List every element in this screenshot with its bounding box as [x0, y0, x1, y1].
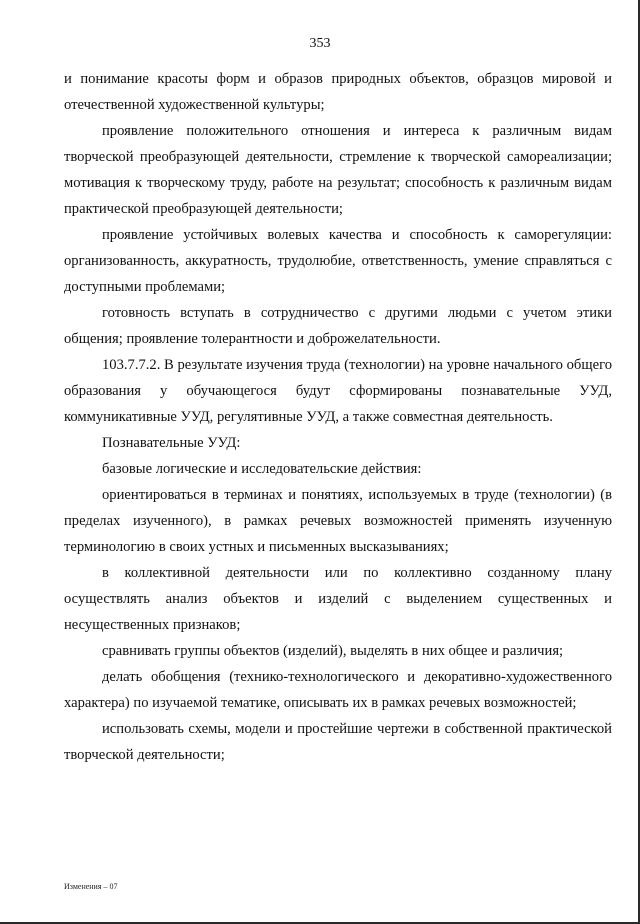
page-number: 353 [309, 36, 331, 51]
paragraph-cooperation: готовность вступать в сотрудничество с другими людьми с учетом этики общения; проявление толерантности и доброжелательности. [64, 305, 612, 347]
paragraph-object-analysis: в коллективной деятельности или по коллективно созданному плану осуществлять анализ объектов и изделий с выделением существенных и несущественных признаков; [64, 565, 612, 633]
paragraph-cognitive-heading: Познавательные УУД: [102, 435, 241, 451]
paragraph-logical-actions-heading: базовые логические и исследовательские действия: [102, 461, 422, 477]
paragraph-creative-attitude: проявление положительного отношения и интереса к различным видам творческой преобразующей деятельности, стремление к творческой самореализации; мотивация к творческому труду, работе на результат; способность к различным видам практической преобразующей деятельности; [64, 123, 612, 217]
paragraph-terminology: ориентироваться в терминах и понятиях, используемых в труде (технологии) (в пределах изученного), в рамках речевых возможностей применять изученную терминологию в своих устных и письменных высказываниях; [64, 487, 612, 555]
paragraph-schemes-models: использовать схемы, модели и простейшие чертежи в собственной практической творческой деятельности; [64, 721, 612, 763]
paragraph-generalizations: делать обобщения (технико-технологического и декоративно-художественного характера) по изучаемой тематике, описывать их в рамках речевых возможностей; [64, 669, 612, 711]
paragraph-section-103-7-7-2: 103.7.7.2. В результате изучения труда (технологии) на уровне начального общего образования у обучающегося будут сформированы познавательные УУД, коммуникативные УУД, регулятивные УУД, а также совместная деятельность. [64, 357, 612, 425]
footer-revision-note: Изменения – 07 [64, 882, 118, 891]
document-body [64, 66, 612, 768]
paragraph-compare-groups: сравнивать группы объектов (изделий), выделять в них общее и различия; [102, 643, 564, 659]
paragraph-continuation: и понимание красоты форм и образов природных объектов, образцов мировой и отечественной художественной культуры; [64, 71, 612, 113]
paragraph-volitional-qualities: проявление устойчивых волевых качества и способность к саморегуляции: организованность, аккуратность, трудолюбие, ответственность, умение справляться с доступными проблемами; [64, 227, 612, 295]
